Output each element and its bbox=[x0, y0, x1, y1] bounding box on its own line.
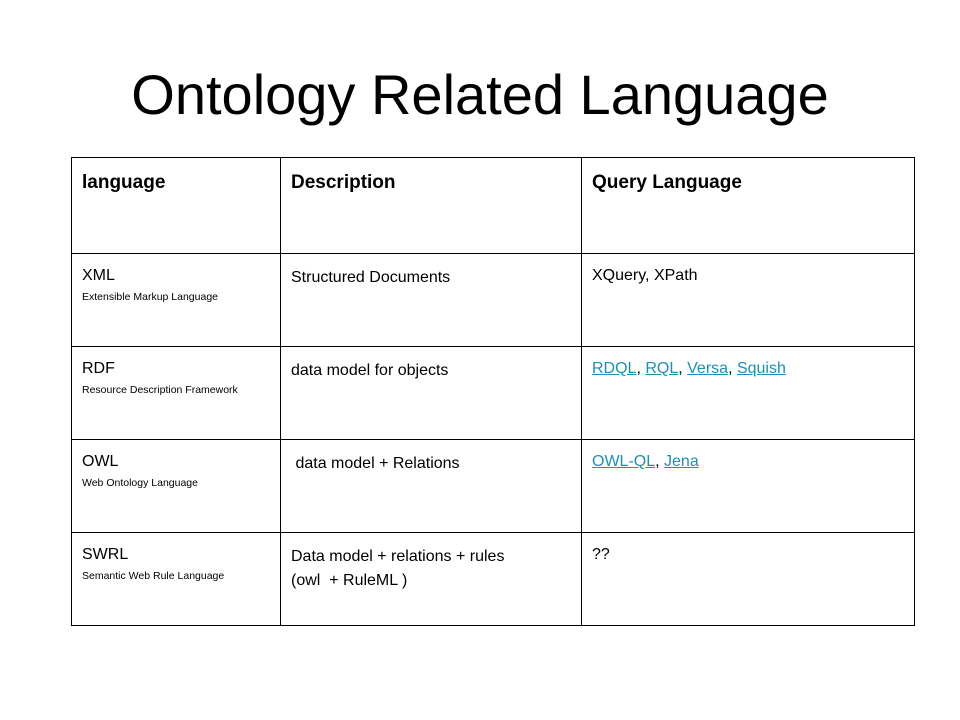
table-row-xml bbox=[72, 254, 915, 347]
rdql-link[interactable]: RDQL bbox=[592, 360, 637, 377]
query-language-cell bbox=[582, 440, 915, 533]
description-line: (owl + RuleML ) bbox=[291, 572, 408, 589]
language-table bbox=[71, 157, 915, 626]
description-cell: Structured Documents bbox=[281, 254, 582, 347]
language-full-name: Semantic Web Rule Language bbox=[82, 570, 225, 582]
link-separator: , bbox=[636, 360, 646, 377]
header-language: language bbox=[72, 158, 281, 254]
table-row-owl bbox=[72, 440, 915, 533]
description-line: Data model + relations + rules bbox=[291, 548, 505, 565]
slide-title: Ontology Related Language bbox=[131, 63, 829, 126]
owl-ql-link[interactable]: OWL-QL bbox=[592, 453, 656, 470]
table-header-row bbox=[72, 158, 915, 254]
squish-link[interactable]: Squish bbox=[736, 360, 786, 377]
language-name: OWL bbox=[82, 453, 119, 470]
link-separator: , bbox=[678, 360, 688, 377]
description-cell bbox=[281, 533, 582, 626]
description-cell: data model + Relations bbox=[281, 440, 582, 533]
link-separator: , bbox=[655, 453, 665, 470]
query-language-cell: ?? bbox=[582, 533, 915, 626]
table-row-swrl bbox=[72, 533, 915, 626]
language-cell bbox=[72, 347, 281, 440]
language-cell bbox=[72, 440, 281, 533]
query-language-cell: XQuery, XPath bbox=[582, 254, 915, 347]
query-language-cell bbox=[582, 347, 915, 440]
description-cell: data model for objects bbox=[281, 347, 582, 440]
language-full-name: Web Ontology Language bbox=[82, 477, 198, 489]
language-name: RDF bbox=[82, 360, 115, 377]
rql-link[interactable]: RQL bbox=[645, 360, 679, 377]
language-name: SWRL bbox=[82, 546, 129, 563]
language-full-name: Extensible Markup Language bbox=[82, 291, 219, 303]
language-cell bbox=[72, 533, 281, 626]
language-name: XML bbox=[82, 267, 115, 284]
language-full-name: Resource Description Framework bbox=[82, 384, 238, 396]
header-description: Description bbox=[281, 158, 582, 254]
table-row-rdf bbox=[72, 347, 915, 440]
link-separator: , bbox=[728, 360, 737, 377]
language-cell bbox=[72, 254, 281, 347]
versa-link[interactable]: Versa bbox=[687, 360, 729, 377]
header-query-language: Query Language bbox=[582, 158, 915, 254]
jena-link[interactable]: Jena bbox=[664, 453, 699, 470]
